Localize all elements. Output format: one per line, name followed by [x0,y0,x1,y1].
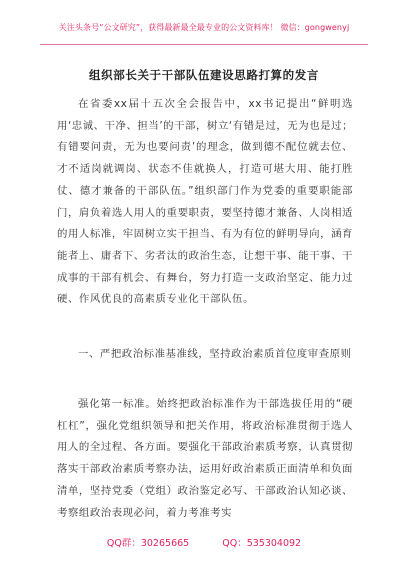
paragraph-1: 在省委xx届十五次全会报告中，xx书记提出“鲜明选用‘忠诚、干净、担当’的干部，树立‘有错是过，无为也是过；有错要问责，无为也要问责’的理念，做到德不配位就去位、才不适岗就调岗、状态不佳就换人，打造可堪大用、能打胜仗、德才兼备的干部队伍。”组织部门作为党委的重要职能部门，肩负着选人用人的重要职责，要坚持德才兼备、人岗相适的用人标准，牢固树立实干担当、有为有位的鲜明导向，涵育能者上、庸者下、劣者汰的政治生态，让想干事、能干事、干成事的干部有机会、有舞台，努力打造一支政治坚定、能力过硬、作风优良的高素质专业化干部队伍。 [57,98,354,306]
footer-contact [0,535,408,549]
section-heading-1: 一、严把政治标准基准线，坚持政治素质首位度审查原则 [78,348,352,360]
paragraph-2: 强化第一标准。始终把政治标准作为干部选拔任用的“硬杠杠”，强化党组织领导和把关作用，将政治标准贯彻于选人用人的全过程、各方面。要强化干部政治素质考察，认真贯彻落实干部政治素质考察办法，运用好政治素质正面清单和负面清单，坚持党委（党组）政治鉴定必写、干部政治认知必谈、考察组政治表现必问，着力考准考实 [57,398,353,519]
header-divider [40,44,368,45]
footer-qq-group: QQ群：30265665 [106,538,190,549]
footer-qq: QQ：535304092 [222,538,302,549]
header-banner: 关注头条号“公文研究”，获得最新最全最专业的公文资料库！ 微信：gongwenyj [58,23,350,32]
document-title: 组织部长关于干部队伍建设思路打算的发言 [89,68,319,82]
